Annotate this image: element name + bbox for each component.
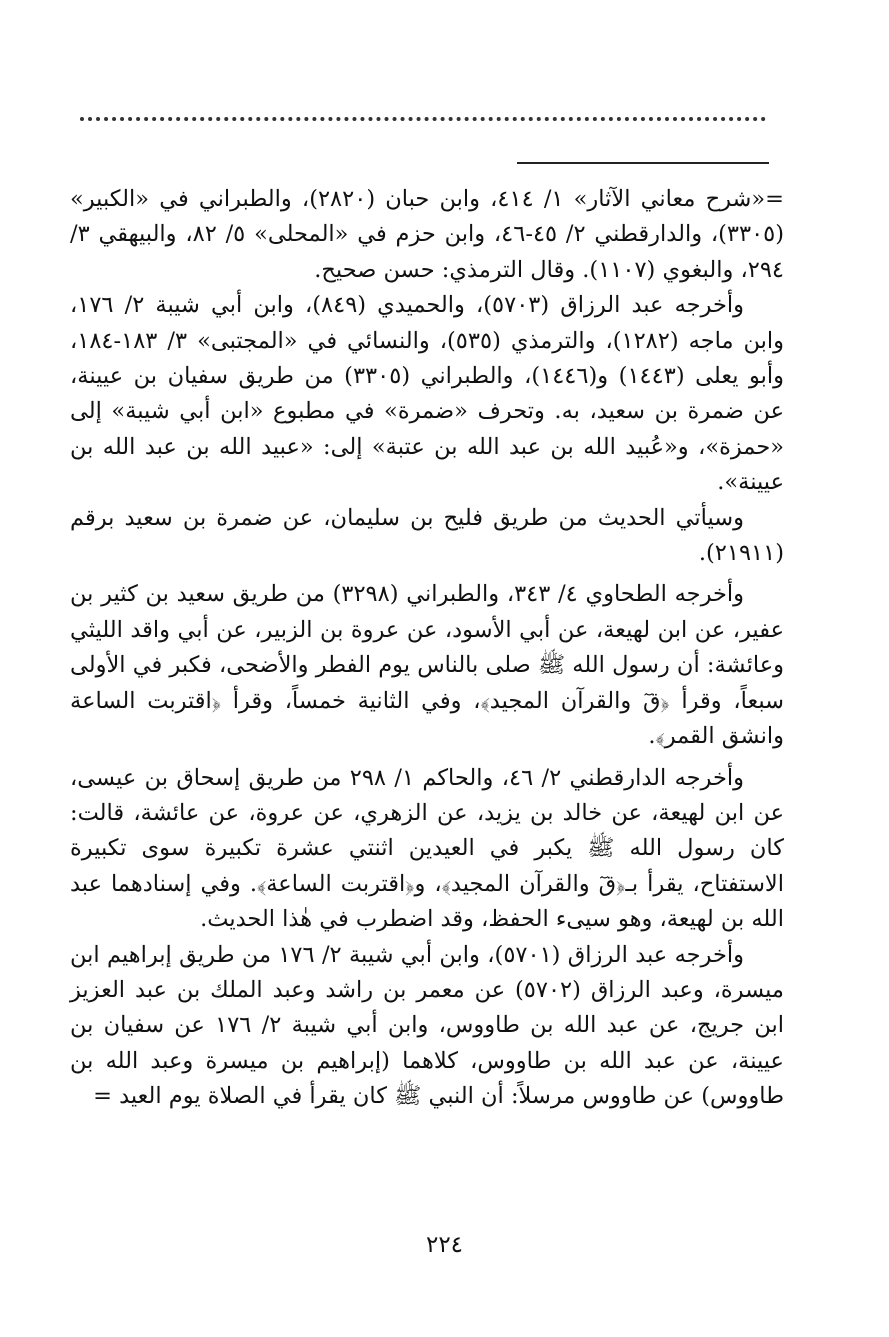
footnote-body [70,182,784,1115]
footnote-paragraph: وأخرجه الطحاوي ٤/ ٣٤٣، والطبراني (٣٢٩٨) من طريق سعيد بن كثير بن عفير، عن ابن لهيعة، عن أبي الأسود، عن عروة بن الزبير، عن أبي واقد الليثي وعائشة: أن رسول الله ﷺ صلى بالناس يوم الفطر والأضحى، فكبر في الأولى سبعاً، وقرأ ﴿قٓ والقرآن المجيد﴾، وفي الثانية خمساً، وقرأ ﴿اقتربت الساعة وانشق القمر﴾. [70,581,784,750]
footnote-paragraph: وأخرجه عبد الرزاق (٥٧٠٣)، والحميدي (٨٤٩)، وابن أبي شيبة ٢/ ١٧٦، وابن ماجه (١٢٨٢)، والترمذي (٥٣٥)، والنسائي في «المجتبى» ٣/ ١٨٣-١٨٤، وأبو يعلى (١٤٤٣) و(١٤٤٦)، والطبراني (٣٣٠٥) من طريق سفيان بن عيينة، عن ضمرة بن سعيد، به. وتحرف «ضمرة» في مطبوع «ابن أبي شيبة» إلى «حمزة»، و«عُبيد الله بن عبد الله بن عتبة» إلى: «عبيد الله بن عبد الله بن عيينة». [70,292,785,496]
footnote-rule [517,162,769,164]
footnote-paragraph: وأخرجه الدارقطني ٢/ ٤٦، والحاكم ١/ ٢٩٨ من طريق إسحاق بن عيسى، عن ابن لهيعة، عن خالد بن يزيد، عن الزهري، عن عروة، عن عائشة، قالت: كان رسول الله ﷺ يكبر في العيدين اثنتي عشرة تكبيرة سوى تكبيرة الاستفتاح، يقرأ بـ﴿قٓ والقرآن المجيد﴾، و﴿اقتربت الساعة﴾. وفي إسنادهما عبد الله بن لهيعة، وهو سيىء الحفظ، وقد اضطرب في هٰذا الحديث. [70,764,784,933]
footnote-paragraph: =«شرح معاني الآثار» ١/ ٤١٤، وابن حبان (٢٨٢٠)، والطبراني في «الكبير» (٣٣٠٥)، والدارقطني ٢/ ٤٥-٤٦، وابن حزم في «المحلى» ٥/ ٨٢، والبيهقي ٣/ ٢٩٤، والبغوي (١١٠٧). وقال الترمذي: حسن صحيح. [70,186,785,283]
dotted-separator [80,117,766,121]
footnote-paragraph: وسيأتي الحديث من طريق فليح بن سليمان، عن ضمرة بن سعيد برقم (٢١٩١١). [70,504,784,567]
page-number: ٢٢٤ [425,1232,464,1258]
footnote-paragraph: وأخرجه عبد الرزاق (٥٧٠١)، وابن أبي شيبة ٢/ ١٧٦ من طريق إبراهيم ابن ميسرة، وعبد الرزاق (٥٧٠٢) عن معمر بن راشد وعبد الملك بن عبد العزيز ابن جريج، عن عبد الله بن طاووس، وابن أبي شيبة ٢/ ١٧٦ عن سفيان بن عيينة، عن عبد الله بن طاووس، كلاهما (إبراهيم بن ميسرة وعبد الله بن طاووس) عن طاووس مرسلاً: أن النبي ﷺ كان يقرأ في الصلاة يوم العيد = [70,941,784,1110]
